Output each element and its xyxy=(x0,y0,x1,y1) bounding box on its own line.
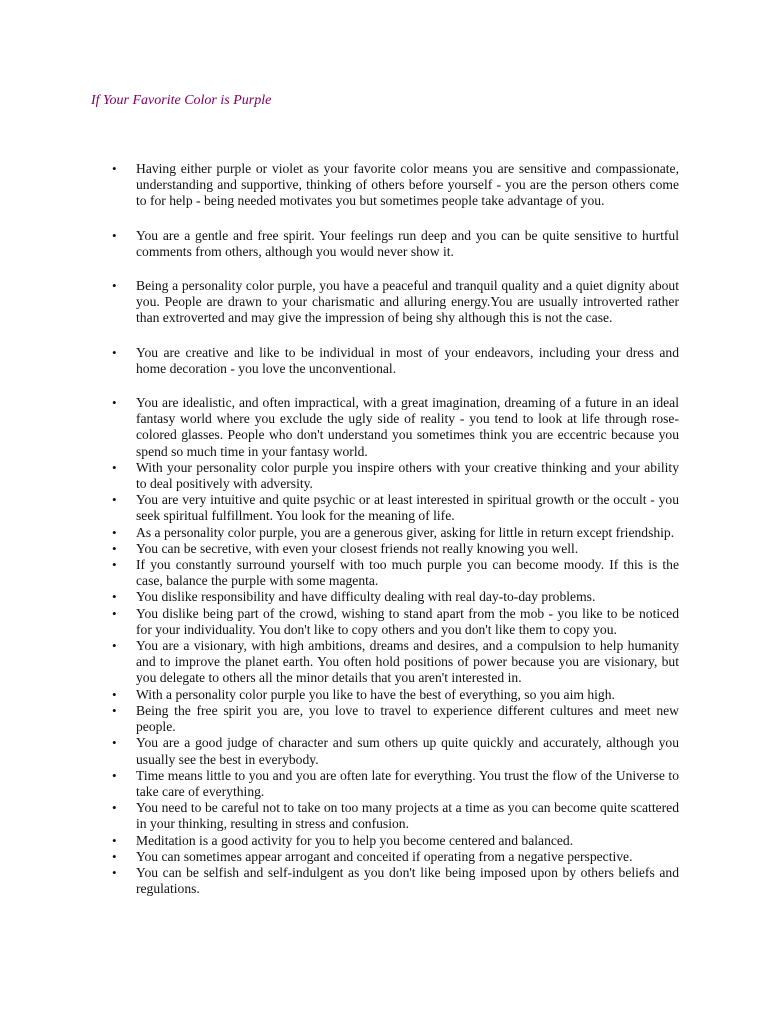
list-item-text: Having either purple or violet as your favorite color means you are sensitive and compassionate, understanding and supportive, thinking of others before yourself - you are the person others come to for help - being needed motivates you but sometimes people take advantage of you. xyxy=(136,161,679,209)
list-item xyxy=(0,800,679,832)
bullet-icon: • xyxy=(112,800,117,816)
list-item xyxy=(0,460,679,492)
list-item xyxy=(0,606,679,638)
page-title: If Your Favorite Color is Purple xyxy=(91,93,272,108)
list-item xyxy=(0,492,679,524)
list-item xyxy=(0,849,679,865)
bullet-icon: • xyxy=(112,344,117,360)
list-item-text: You are very intuitive and quite psychic or at least interested in spiritual growth or the occult - you seek spiritual fulfillment. You look for the meaning of life. xyxy=(136,492,679,524)
bullet-icon: • xyxy=(112,735,117,751)
list-item-text: With your personality color purple you inspire others with your creative thinking and your ability to deal positively with adversity. xyxy=(136,459,679,492)
list-item-text: You can sometimes appear arrogant and conceited if operating from a negative perspective. xyxy=(136,848,633,864)
list-item-text: With a personality color purple you like to have the best of everything, so you aim high. xyxy=(136,686,615,702)
list-item-text: You need to be careful not to take on too many projects at a time as you can become quite scattered in your thinking, resulting in stress and confusion. xyxy=(136,800,679,832)
bullet-icon: • xyxy=(112,492,117,508)
list-item xyxy=(0,865,679,897)
bullet-icon: • xyxy=(112,278,117,294)
list-item-text: You are a visionary, with high ambitions, dreams and desires, and a compulsion to help humanity and to improve the planet earth. You often hold positions of power because you are visionary, but you delegate to others all the minor details that you aren't interested in. xyxy=(136,638,679,686)
list-item-text: As a personality color purple, you are a generous giver, asking for little in return except friendship. xyxy=(136,524,675,540)
list-item-text: Being the free spirit you are, you love to travel to experience different cultures and meet new people. xyxy=(136,702,679,735)
bullet-icon: • xyxy=(112,395,117,411)
list-item xyxy=(0,687,679,703)
list-item-text: Meditation is a good activity for you to help you become centered and balanced. xyxy=(136,832,574,848)
bullet-icon: • xyxy=(112,848,117,864)
list-item-text: Time means little to you and you are often late for everything. You trust the flow of the Universe to take care of everything. xyxy=(136,767,679,799)
list-item xyxy=(0,557,679,589)
bullet-icon: • xyxy=(112,589,117,605)
list-item-text: Being a personality color purple, you have a peaceful and tranquil quality and a quiet dignity about you. People are drawn to your charismatic and alluring energy.You are usually introverted rather than extroverted and may give the impression of being shy although this is not the case. xyxy=(136,278,679,326)
list-item-text: You can be secretive, with even your closest friends not really knowing you well. xyxy=(136,540,579,556)
list-item-text: You are creative and like to be individual in most of your endeavors, including your dress and home decoration - you love the unconventional. xyxy=(136,344,679,376)
list-item xyxy=(0,161,679,210)
list-item xyxy=(0,735,679,767)
list-item xyxy=(0,278,679,327)
list-item xyxy=(0,589,679,605)
bullet-icon: • xyxy=(112,459,117,475)
list-item xyxy=(0,833,679,849)
bullet-icon: • xyxy=(112,702,117,718)
bullet-icon: • xyxy=(112,832,117,848)
bullet-icon: • xyxy=(112,161,117,176)
bullet-icon: • xyxy=(112,638,117,654)
list-item-text: You are idealistic, and often impractical, with a great imagination, dreaming of a future in an ideal fantasy world where you exclude the ugly side of reality - you tend to look at life through rose-colored glasses. People who don't understand you sometimes think you are eccentric because you spend so much time in your fantasy world. xyxy=(136,395,679,459)
list-item xyxy=(0,228,679,260)
list-item-text: You are a good judge of character and sum others up quite quickly and accurately, although you usually see the best in everybody. xyxy=(136,735,679,767)
list-item xyxy=(0,541,679,557)
bullet-icon: • xyxy=(112,557,117,573)
bullet-icon: • xyxy=(112,605,117,621)
list-item-text: You dislike responsibility and have difficulty dealing with real day-to-day problems. xyxy=(136,589,596,605)
bullet-icon: • xyxy=(112,524,117,540)
list-item xyxy=(0,703,679,735)
bullet-icon: • xyxy=(112,227,117,243)
list-item xyxy=(0,525,679,541)
list-item xyxy=(0,638,679,687)
bullet-icon: • xyxy=(112,540,117,556)
list-item xyxy=(0,768,679,800)
list-item-text: You are a gentle and free spirit. Your feelings run deep and you can be quite sensitive to hurtful comments from others, although you would never show it. xyxy=(136,227,679,259)
list-item-text: If you constantly surround yourself with too much purple you can become moody. If this is the case, balance the purple with some magenta. xyxy=(136,557,679,589)
list-item-text: You can be selfish and self-indulgent as you don't like being imposed upon by others beliefs and regulations. xyxy=(136,864,679,897)
list-item xyxy=(0,345,679,377)
bullet-icon: • xyxy=(112,686,117,702)
bullet-icon: • xyxy=(112,767,117,783)
bullet-icon: • xyxy=(112,864,117,880)
bullet-list xyxy=(0,161,768,897)
list-item xyxy=(0,395,679,460)
list-item-text: You dislike being part of the crowd, wishing to stand apart from the mob - you like to be noticed for your individuality. You don't like to copy others and you don't like them to copy you. xyxy=(136,605,679,637)
